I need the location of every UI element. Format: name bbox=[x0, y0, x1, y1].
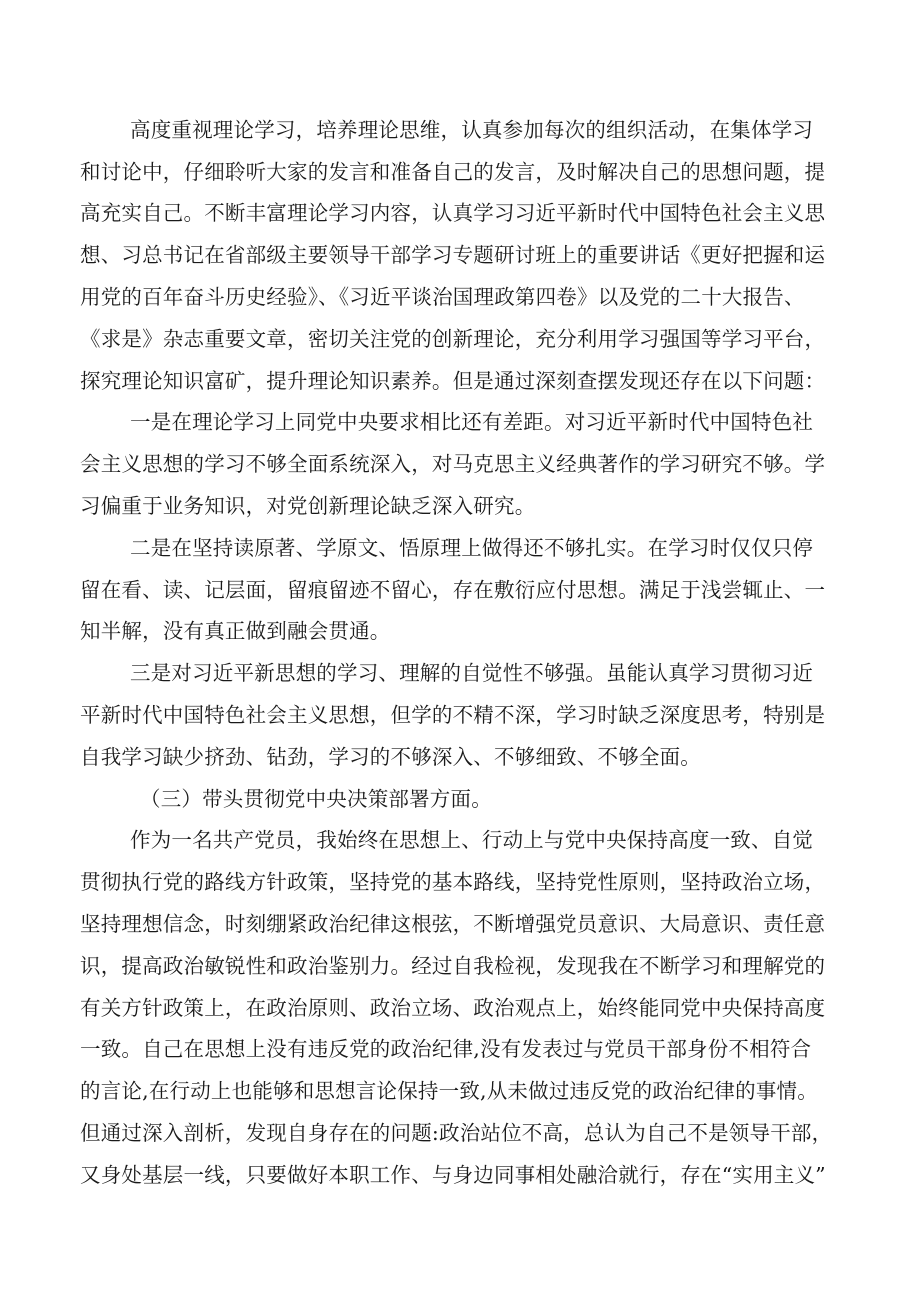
text-line: 贯彻执行党的路线方针政策，坚持党的基本路线，坚持党性原则，坚持政治立场， bbox=[80, 870, 826, 894]
text-line: 但通过深入剖析，发现自身存在的问题:政治站位不高，总认为自己不是领导干部， bbox=[80, 1121, 833, 1145]
text-line: 作为一名共产党员，我始终在思想上、行动上与党中央保持高度一致、自觉 bbox=[130, 828, 814, 852]
text-line: 识，提高政治敏锐性和政治鉴别力。经过自我检视，发现我在不断学习和理解党的 bbox=[80, 954, 826, 978]
text-line: 高充实自己。不断丰富理论学习内容，认真学习习近平新时代中国特色社会主义思 bbox=[80, 201, 826, 225]
text-line: 平新时代中国特色社会主义思想，但学的不精不深，学习时缺乏深度思考，特别是 bbox=[80, 703, 826, 727]
text-line: 探究理论知识富矿，提升理论知识素养。但是通过深刻查摆发现还存在以下问题： bbox=[80, 369, 826, 393]
text-line: 一致。自己在思想上没有违反党的政治纪律,没有发表过与党员干部身份不相符合 bbox=[80, 1037, 812, 1061]
text-line: 又身处基层一线，只要做好本职工作、与身边同事相处融洽就行，存在“实用主义” bbox=[80, 1163, 826, 1187]
text-line: 会主义思想的学习不够全面系统深入，对马克思主义经典著作的学习研究不够。学 bbox=[80, 452, 826, 476]
text-line: 二是在坚持读原著、学原文、悟原理上做得还不够扎实。在学习时仅仅只停 bbox=[130, 536, 814, 560]
text-line: 用党的百年奋斗历史经验》、《习近平谈治国理政第四卷》以及党的二十大报告、 bbox=[80, 285, 805, 309]
text-line: 留在看、读、记层面，留痕留迹不留心，存在敷衍应付思想。满足于浅尝辄止、一 bbox=[80, 578, 826, 602]
text-line: 和讨论中，仔细聆听大家的发言和准备自己的发言，及时解决自己的思想问题，提 bbox=[80, 160, 826, 184]
text-line: 知半解，没有真正做到融会贯通。 bbox=[80, 619, 391, 643]
text-line: 高度重视理论学习，培养理论思维，认真参加每次的组织活动，在集体学习 bbox=[130, 118, 814, 142]
text-line: 想、习总书记在省部级主要领导干部学习专题研讨班上的重要讲话《更好把握和运 bbox=[80, 243, 826, 267]
text-line: 自我学习缺少挤劲、钻劲，学习的不够深入、不够细致、不够全面。 bbox=[80, 745, 701, 769]
section-heading: （三）带头贯彻党中央决策部署方面。 bbox=[140, 787, 492, 811]
text-line: 一是在理论学习上同党中央要求相比还有差距。对习近平新时代中国特色社 bbox=[130, 410, 814, 434]
text-line: 三是对习近平新思想的学习、理解的自觉性不够强。虽能认真学习贯彻习近 bbox=[130, 661, 814, 685]
text-line: 坚持理想信念，时刻绷紧政治纪律这根弦，不断增强党员意识、大局意识、责任意 bbox=[80, 912, 826, 936]
text-line: 有关方针政策上，在政治原则、政治立场、政治观点上，始终能同党中央保持高度 bbox=[80, 996, 826, 1020]
text-line: 的言论,在行动上也能够和思想言论保持一致,从未做过违反党的政治纪律的事情。 bbox=[80, 1079, 818, 1103]
text-line: 习偏重于业务知识，对党创新理论缺乏深入研究。 bbox=[80, 494, 536, 518]
text-line: 《求是》杂志重要文章，密切关注党的创新理论，充分利用学习强国等学习平台， bbox=[80, 327, 826, 351]
